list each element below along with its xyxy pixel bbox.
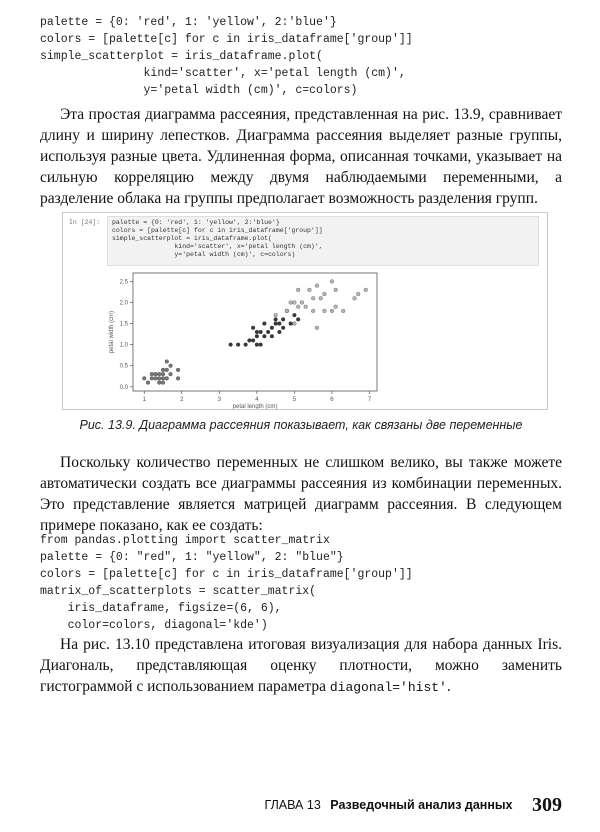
data-point — [262, 322, 266, 326]
data-point — [157, 381, 161, 385]
data-point — [285, 309, 289, 313]
data-point — [274, 317, 278, 321]
y-tick-label: 0.5 — [119, 363, 128, 370]
code-line: matrix_of_scatterplots = scatter_matrix( — [40, 585, 317, 598]
data-point — [236, 343, 240, 347]
figure-13-9 — [62, 212, 548, 410]
data-point — [334, 288, 338, 292]
x-tick-label: 5 — [292, 397, 297, 403]
cell-code-line: kind='scatter', x='petal length (cm)', — [112, 243, 323, 250]
paragraph-1-text: Эта простая диаграмма рассеяния, представленная на рис. 13.9, сравнивает длину и ширину лепестков. Диаграмма рассеяния выделяет разные группы, используя разные цвета. Удлиненная форма, описанная точками, указывает на сильную корреляцию между двумя наблюдаемыми переменными, а разделение облака на группы предполагает возможность разделения групп. — [40, 106, 562, 207]
data-point — [154, 376, 158, 380]
data-point — [315, 326, 319, 330]
data-point — [169, 372, 173, 376]
paragraph-2-text: Поскольку количество переменных не слишком велико, вы также можете автоматически создать все диаграммы рассеяния из комбинации переменных. Это представление является матрицей диаграмм рассеяния. В следующем примере показано, как ее создать: — [40, 454, 562, 534]
data-point — [293, 313, 297, 317]
x-tick-label: 2 — [180, 397, 184, 403]
data-point — [293, 322, 297, 326]
data-point — [278, 322, 282, 326]
x-tick-label: 7 — [367, 397, 372, 403]
data-point — [281, 317, 285, 321]
code-line: simple_scatterplot = iris_dataframe.plot( — [40, 50, 323, 63]
data-point — [161, 368, 165, 372]
data-point — [311, 309, 315, 313]
data-point — [289, 301, 293, 305]
page-footer — [265, 794, 562, 817]
page-number: 309 — [532, 794, 562, 816]
y-tick-label: 2.5 — [119, 279, 128, 286]
figure-caption: Рис. 13.9. Диаграмма рассеяния показывает, как связаны две переменные — [79, 418, 523, 432]
x-tick-label: 1 — [142, 397, 146, 403]
code-line: palette = {0: 'red', 1: 'yellow', 2:'blue'} — [40, 16, 337, 29]
data-point — [251, 339, 255, 343]
data-point — [169, 364, 173, 368]
x-axis-label: petal length (cm) — [232, 404, 278, 409]
code-line: y='petal width (cm)', c=colors) — [40, 84, 358, 97]
data-point — [165, 360, 169, 364]
cell-code-line: colors = [palette[c] for c in iris_dataframe['group']] — [112, 227, 323, 234]
code-line: color=colors, diagonal='kde') — [40, 619, 268, 632]
code-line: from pandas.plotting import scatter_matrix — [40, 534, 330, 547]
data-point — [255, 330, 259, 334]
data-point — [161, 372, 165, 376]
inline-code: diagonal='hist' — [329, 680, 447, 695]
data-point — [259, 330, 263, 334]
data-point — [270, 326, 274, 330]
data-point — [157, 372, 161, 376]
paragraph-figure-13-10 — [40, 634, 562, 698]
data-point — [356, 292, 360, 296]
y-tick-label: 1.0 — [119, 342, 128, 349]
data-point — [274, 313, 278, 317]
data-point — [165, 368, 169, 372]
data-point — [255, 334, 259, 338]
data-point — [266, 330, 270, 334]
code-block-bottom — [40, 532, 413, 634]
data-point — [270, 334, 274, 338]
paragraph-3-end: . — [446, 678, 451, 695]
y-tick-label: 0.0 — [119, 384, 128, 391]
code-line: iris_dataframe, figsize=(6, 6), — [40, 602, 282, 615]
data-point — [274, 322, 278, 326]
data-point — [244, 343, 248, 347]
data-point — [161, 376, 165, 380]
data-point — [146, 381, 150, 385]
data-point — [142, 376, 146, 380]
code-line: palette = {0: "red", 1: "yellow", 2: "blue"} — [40, 551, 344, 564]
data-point — [251, 326, 255, 330]
data-point — [323, 292, 327, 296]
data-point — [229, 343, 233, 347]
code-line: colors = [palette[c] for c in iris_dataframe['group']] — [40, 33, 413, 46]
paragraph-3-text: На рис. 13.10 представлена итоговая визуализация для набора данных Iris. Диагональ, представляющая оценку плотности, можно заменить гистограммой с использованием параметра — [40, 636, 562, 695]
y-tick-label: 2.0 — [119, 300, 128, 307]
data-point — [281, 326, 285, 330]
paragraph-scatter-matrix — [40, 452, 562, 536]
data-point — [311, 296, 315, 300]
x-tick-label: 6 — [330, 397, 334, 403]
data-point — [150, 372, 154, 376]
data-point — [296, 288, 300, 292]
data-point — [315, 284, 319, 288]
data-point — [157, 376, 161, 380]
data-point — [330, 280, 334, 284]
input-prompt-label: In [24]: — [69, 219, 101, 226]
y-axis-label: petal width (cm) — [109, 310, 115, 354]
data-point — [289, 322, 293, 326]
data-point — [259, 343, 263, 347]
data-point — [304, 305, 308, 309]
x-tick-label: 4 — [255, 397, 259, 403]
data-point — [334, 305, 338, 309]
data-point — [296, 317, 300, 321]
chapter-title: Разведочный анализ данных — [330, 798, 513, 812]
data-point — [247, 339, 251, 343]
data-point — [330, 309, 334, 313]
cell-code-line: palette = {0: 'red', 1: 'yellow', 2:'blue'} — [112, 219, 280, 226]
data-point — [154, 372, 158, 376]
data-point — [278, 330, 282, 334]
code-line: colors = [palette[c] for c in iris_dataframe['group']] — [40, 568, 413, 581]
chapter-label: ГЛАВА 13 — [264, 798, 321, 812]
data-point — [176, 368, 180, 372]
data-point — [161, 381, 165, 385]
x-tick-label: 3 — [217, 397, 222, 403]
data-point — [296, 305, 300, 309]
code-line: kind='scatter', x='petal length (cm)', — [40, 67, 406, 80]
data-point — [341, 309, 345, 313]
data-point — [165, 376, 169, 380]
data-point — [262, 334, 266, 338]
data-point — [150, 376, 154, 380]
data-point — [255, 343, 259, 347]
cell-code-line: simple_scatterplot = iris_dataframe.plot( — [112, 235, 272, 242]
data-point — [364, 288, 368, 292]
cell-code-line: y='petal width (cm)', c=colors) — [112, 251, 296, 258]
y-tick-label: 1.5 — [119, 321, 128, 328]
data-point — [319, 296, 323, 300]
data-point — [323, 309, 327, 313]
scatter-chart — [63, 213, 547, 409]
data-point — [300, 301, 304, 305]
code-block-top — [40, 14, 413, 99]
data-point — [308, 288, 312, 292]
paragraph-scatter-description — [40, 104, 562, 209]
data-point — [176, 376, 180, 380]
data-point — [293, 301, 297, 305]
data-point — [353, 296, 357, 300]
